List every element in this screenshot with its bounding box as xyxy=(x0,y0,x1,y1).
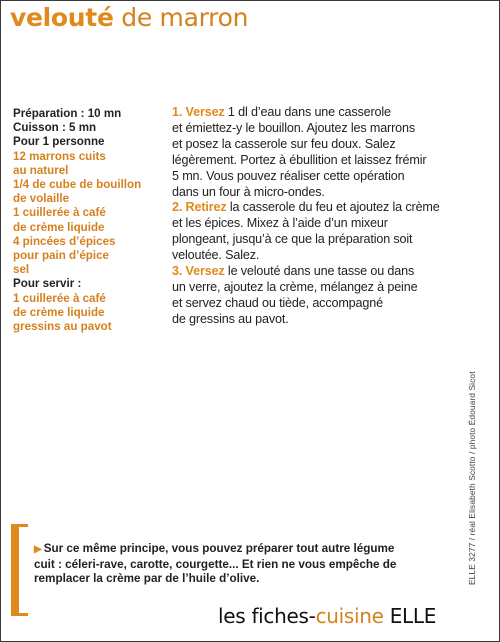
step-line xyxy=(172,264,472,280)
step-label: 2. Retirez xyxy=(172,200,227,215)
step-line xyxy=(172,153,472,169)
tip-line: remplacer la crème par de l’huile d’olive. xyxy=(34,572,260,586)
step-label: 3. Versez xyxy=(172,264,225,279)
ingredient-line: Pour 1 personne xyxy=(13,135,105,149)
tip-line: cuit : céleri-rave, carotte, courgette... Et rien ne vous empêche de xyxy=(34,557,397,571)
ingredient-line: Cuisson : 5 mn xyxy=(13,121,97,135)
step-text: de gressins au pavot. xyxy=(172,311,289,326)
ingredient-line: 12 marrons cuits xyxy=(13,149,106,163)
step-line xyxy=(172,296,472,312)
ingredient-line: de volaille xyxy=(13,192,70,206)
step-line xyxy=(172,185,472,201)
ingredient-line: Pour servir : xyxy=(13,277,82,291)
ingredient-line: 1/4 de cube de bouillon xyxy=(13,178,142,192)
recipe-steps xyxy=(172,105,472,328)
step-line xyxy=(172,280,472,296)
step-line xyxy=(172,216,472,232)
recipe-title xyxy=(10,3,248,32)
step-text: un verre, ajoutez la crème, mélangez à peine xyxy=(172,279,418,294)
ingredient-line: gressins au pavot xyxy=(13,320,112,334)
ingredient-line: sel xyxy=(13,263,30,277)
step-line xyxy=(172,248,472,264)
tip-bracket xyxy=(11,524,28,616)
step-text: légèrement. Portez à ébullition et laissez frémir xyxy=(172,152,427,167)
step-text: et servez chaud ou tiède, accompagné xyxy=(172,295,383,310)
step-text: et les épices. Mixez à l’aide d’un mixeur xyxy=(172,216,388,231)
recipe-title-highlight: velouté xyxy=(10,3,114,32)
ingredient-line: 1 cuillerée à café xyxy=(13,291,106,305)
step-text: la casserole du feu et ajoutez la crème xyxy=(226,200,440,215)
ingredient-line: de crème liquide xyxy=(13,220,105,234)
footer-part-1: les fiches- xyxy=(218,604,316,628)
step-line xyxy=(172,312,472,328)
step-text: le velouté dans une tasse ou dans xyxy=(224,264,415,279)
step-text: et posez la casserole sur feu doux. Salez xyxy=(172,136,396,151)
ingredient-line: de crème liquide xyxy=(13,305,105,319)
ingredient-line: 4 pincées d’épices xyxy=(13,234,116,248)
tip-box xyxy=(34,542,474,587)
ingredient-line: au naturel xyxy=(13,163,69,177)
brand-footer xyxy=(218,604,436,628)
arrow-right-icon: ▶ xyxy=(34,544,42,555)
ingredient-line: Préparation : 10 mn xyxy=(13,107,122,120)
step-line xyxy=(172,232,472,248)
step-line xyxy=(172,121,472,137)
step-text: et émiettez-y le bouillon. Ajoutez les marrons xyxy=(172,120,415,135)
step-line xyxy=(172,105,472,121)
step-text: veloutée. Salez. xyxy=(172,248,260,263)
step-line xyxy=(172,137,472,153)
tip-text: Sur ce même principe, vous pouvez préparer tout autre légume xyxy=(43,542,395,555)
step-text: 1 dl d’eau dans une casserole xyxy=(224,105,391,119)
footer-part-2: cuisine xyxy=(315,604,384,628)
tip-line xyxy=(34,542,474,558)
step-text: 5 mn. Vous pouvez réaliser cette opération xyxy=(172,168,405,183)
step-text: dans un four à micro-ondes. xyxy=(172,184,325,199)
recipe-title-rest: de marron xyxy=(113,3,249,32)
ingredients-list xyxy=(13,107,163,334)
ingredient-line: pour pain d’épice xyxy=(13,249,109,263)
photo-credit: ELLE 3277 / réal Elisabeth Scotto / photo Édouard Sicot xyxy=(467,371,477,585)
ingredient-line: 1 cuillerée à café xyxy=(13,206,106,220)
step-text: plongeant, jusqu’à ce que la préparation soit xyxy=(172,232,413,247)
step-line xyxy=(172,200,472,216)
step-label: 1. Versez xyxy=(172,105,225,119)
footer-part-3: ELLE xyxy=(383,604,437,628)
step-line xyxy=(172,169,472,185)
